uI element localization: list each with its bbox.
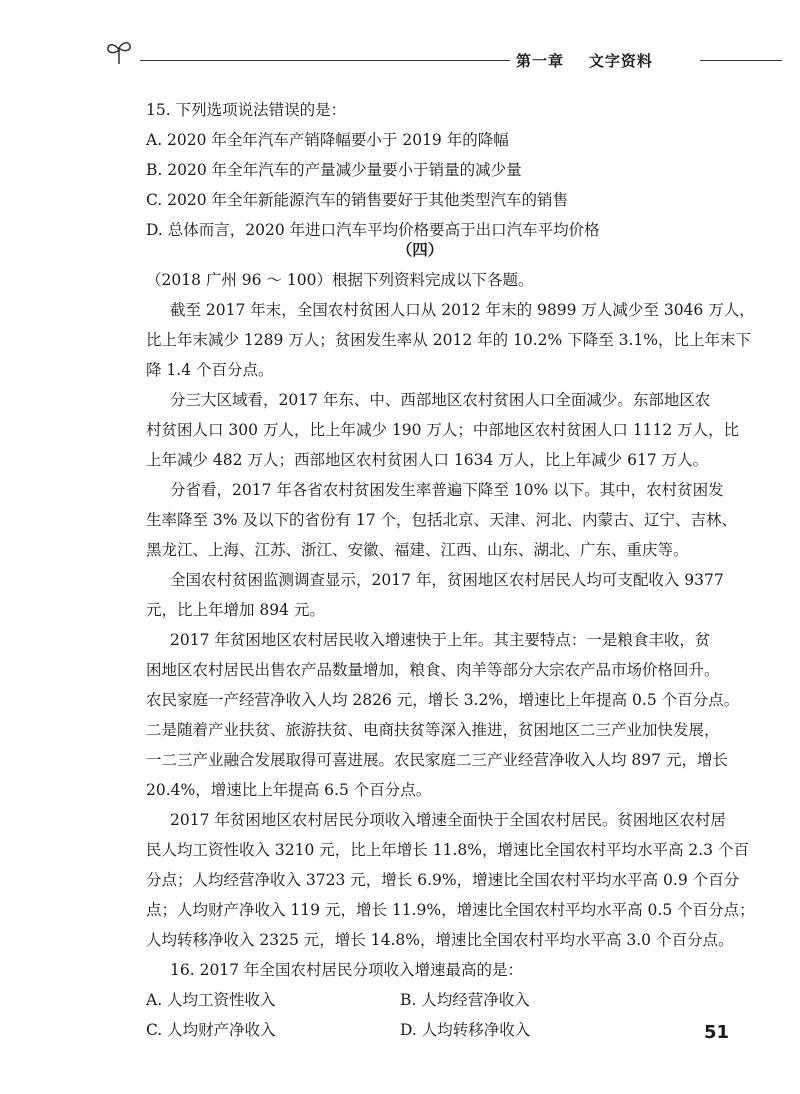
q15-option-a: A. 2020 年全年汽车产销降幅要小于 2019 年的降幅 (146, 131, 509, 149)
para-line: 分三大区域看，2017 年东、中、西部地区农村贫困人口全面减少。东部地区农 (170, 391, 711, 409)
para-line: 元，比上年增加 894 元。 (146, 601, 325, 619)
chapter-label: 第一章 (516, 52, 565, 70)
para-line: 20.4%，增速比上年提高 6.5 个百分点。 (146, 781, 432, 799)
para-line: 比上年末减少 1289 万人；贫困发生率从 2012 年的 10.2% 下降至 3.1%，比上年末下 (146, 331, 752, 349)
section-label: 文字资料 (588, 52, 653, 70)
para-line: 农民家庭一产经营净收入人均 2826 元，增长 3.2%，增速比上年提高 0.5 个百分点。 (146, 691, 740, 709)
page-header (0, 0, 800, 80)
q15-stem: 15. 下列选项说法错误的是： (146, 101, 347, 119)
para-line: 一二三产业融合发展取得可喜进展。农民家庭二三产业经营净收入人均 897 元，增长 (146, 751, 728, 769)
para-line: 降 1.4 个百分点。 (146, 361, 274, 379)
para-line: 截至 2017 年末，全国农村贫困人口从 2012 年末的 9899 万人减少至 3046 万人， (170, 301, 755, 319)
sprout-icon (104, 36, 134, 66)
q15-option-b: B. 2020 年全年汽车的产量减少量要小于销量的减少量 (146, 161, 522, 179)
para-line: 人均转移净收入 2325 元，增长 14.8%，增速比全国农村平均水平高 3.0 个百分点。 (146, 931, 734, 949)
para-line: 点；人均财产净收入 119 元，增长 11.9%，增速比全国农村平均水平高 0.5 个百分点； (146, 901, 755, 919)
material-intro: （2018 广州 96 ～ 100）根据下列资料完成以下各题。 (146, 271, 534, 289)
q15-option-d: D. 总体而言，2020 年进口汽车平均价格要高于出口汽车平均价格 (146, 221, 600, 239)
page-number: 51 (704, 1022, 730, 1043)
header-rule-right (700, 60, 782, 61)
para-line: 分点；人均经营净收入 3723 元，增长 6.9%，增速比全国农村平均水平高 0.9 个百分 (146, 871, 740, 889)
para-line: 民人均工资性收入 3210 元，比上年增长 11.8%，增速比全国农村平均水平高 2.3 个百 (146, 841, 749, 859)
para-line: 二是随着产业扶贫、旅游扶贫、电商扶贫等深入推进，贫困地区二三产业加快发展， (146, 721, 720, 739)
header-rule-left (140, 60, 510, 61)
para-line: 上年减少 482 万人；西部地区农村贫困人口 1634 万人，比上年减少 617 万人。 (146, 451, 709, 469)
para-line: 困地区农村居民出售农产品数量增加，粮食、肉羊等部分大宗农产品市场价格回升。 (146, 661, 720, 679)
para-line: 2017 年贫困地区农村居民收入增速快于上年。其主要特点：一是粮食丰收，贫 (170, 631, 711, 649)
q16-option-d: D. 人均转移净收入 (400, 1021, 531, 1039)
q16-option-c: C. 人均财产净收入 (146, 1021, 276, 1039)
chapter-heading (516, 50, 653, 71)
q16-stem: 16. 2017 年全国农村居民分项收入增速最高的是： (170, 961, 523, 979)
q16-option-b: B. 人均经营净收入 (400, 991, 530, 1009)
q15-option-c: C. 2020 年全年新能源汽车的销售要好于其他类型汽车的销售 (146, 191, 569, 209)
para-line: 生率降至 3% 及以下的省份有 17 个，包括北京、天津、河北、内蒙古、辽宁、吉林、 (146, 511, 738, 529)
para-line: 黑龙江、上海、江苏、浙江、安徽、福建、江西、山东、湖北、广东、重庆等。 (146, 541, 689, 559)
section-title: （四） (396, 241, 444, 259)
para-line: 分省看，2017 年各省农村贫困发生率普遍下降至 10% 以下。其中，农村贫困发 (170, 481, 724, 499)
para-line: 全国农村贫困监测调查显示，2017 年，贫困地区农村居民人均可支配收入 9377 (170, 571, 724, 589)
q16-option-a: A. 人均工资性收入 (146, 991, 276, 1009)
para-line: 2017 年贫困地区农村居民分项收入增速全面快于全国农村居民。贫困地区农村居 (170, 811, 726, 829)
para-line: 村贫困人口 300 万人，比上年减少 190 万人；中部地区农村贫困人口 1112 万人，比 (146, 421, 740, 439)
